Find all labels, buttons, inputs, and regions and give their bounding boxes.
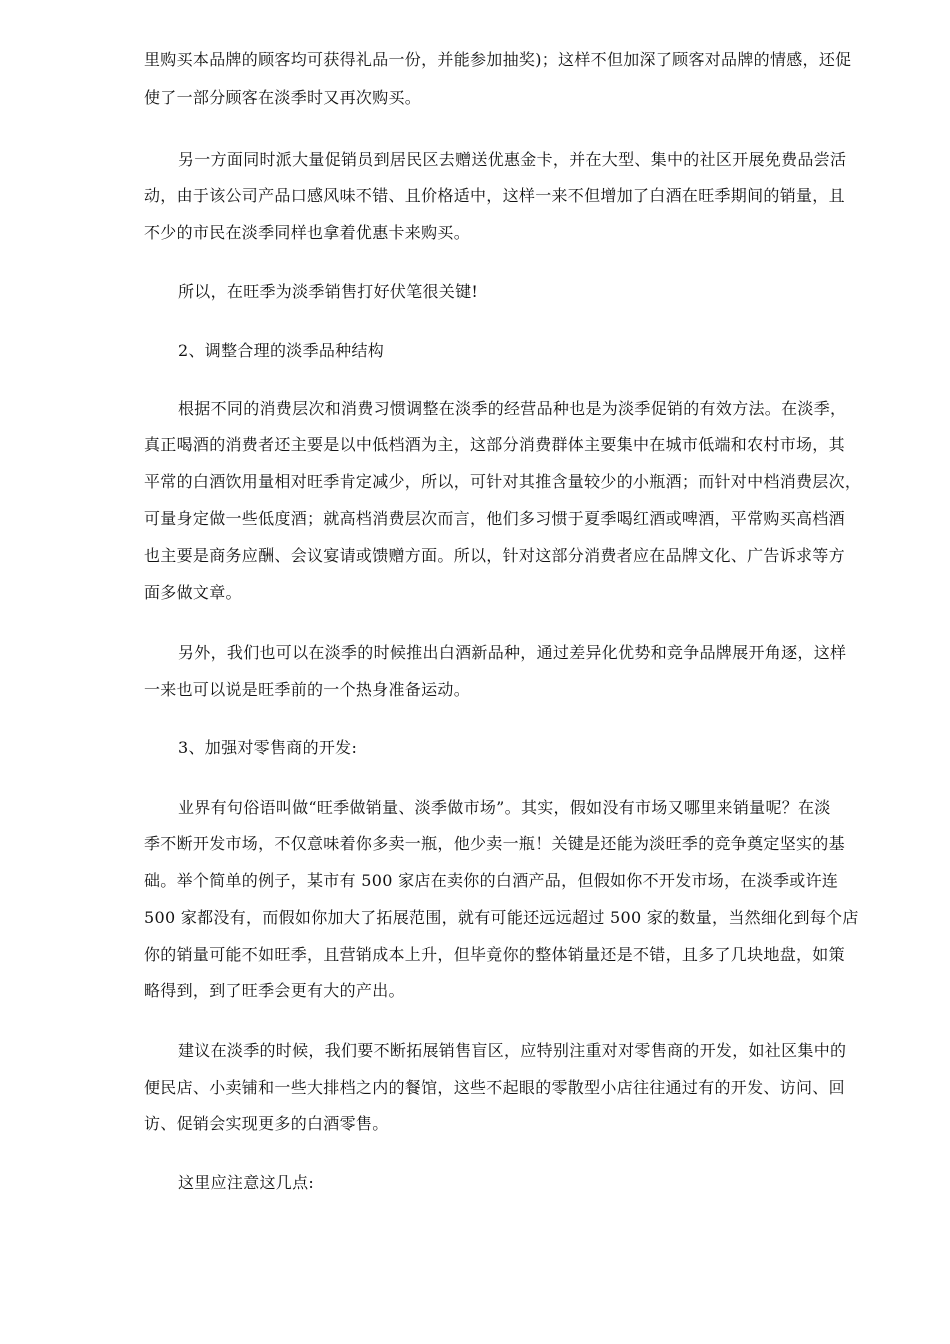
paragraph-line: 不少的市民在淡季同样也拿着优惠卡来购买。 xyxy=(144,223,471,242)
paragraph-line: 所以，在旺季为淡季销售打好伏笔很关键! xyxy=(178,282,479,301)
paragraph-line: 真正喝酒的消费者还主要是以中低档酒为主，这部分消费群体主要集中在城市低端和农村市场，其 xyxy=(144,435,845,454)
paragraph-line: 另一方面同时派大量促销员到居民区去赠送优惠金卡，并在大型、集中的社区开展免费品尝活 xyxy=(178,150,847,169)
paragraph-line: 访、促销会实现更多的白酒零售。 xyxy=(144,1114,389,1133)
paragraph-line: 建议在淡季的时候，我们要不断拓展销售盲区，应特别注重对对零售商的开发，如社区集中的 xyxy=(178,1041,847,1060)
paragraph-line: 你的销量可能不如旺季，且营销成本上升，但毕竟你的整体销量还是不错，且多了几块地盘，如策 xyxy=(144,945,845,964)
paragraph-line: 面多做文章。 xyxy=(144,583,242,602)
paragraph-line: 另外，我们也可以在淡季的时候推出白酒新品种，通过差异化优势和竞争品牌展开角逐，这样 xyxy=(178,643,847,662)
paragraph-line: 平常的白酒饮用量相对旺季肯定减少，所以，可针对其推含量较少的小瓶酒；而针对中档消费层次， xyxy=(144,472,862,491)
paragraph-line: 业界有句俗语叫做“旺季做销量、淡季做市场”。其实，假如没有市场又哪里来销量呢？在淡 xyxy=(178,798,831,817)
paragraph-line: 使了一部分顾客在淡季时又再次购买。 xyxy=(144,88,422,107)
paragraph-line: 根据不同的消费层次和消费习惯调整在淡季的经营品种也是为淡季促销的有效方法。在淡季， xyxy=(178,399,847,418)
paragraph-line: 这里应注意这几点: xyxy=(178,1173,315,1192)
paragraph-line: 略得到，到了旺季会更有大的产出。 xyxy=(144,981,405,1000)
paragraph-line: 里购买本品牌的顾客均可获得礼品一份，并能参加抽奖)；这样不但加深了顾客对品牌的情感，还促 xyxy=(144,50,852,69)
paragraph-line: 一来也可以说是旺季前的一个热身准备运动。 xyxy=(144,680,471,699)
paragraph-line: 可量身定做一些低度酒；就高档消费层次而言，他们多习惯于夏季喝红酒或啤酒，平常购买高档酒 xyxy=(144,509,845,528)
paragraph-line: 动，由于该公司产品口感风味不错、且价格适中，这样一来不但增加了白酒在旺季期间的销量，且 xyxy=(144,186,845,205)
paragraph-line: 季不断开发市场，不仅意味着你多卖一瓶，他少卖一瓶！关键是还能为淡旺季的竞争奠定坚实的基 xyxy=(144,834,845,853)
section-heading: 3、加强对零售商的开发: xyxy=(178,738,358,757)
paragraph-line: 便民店、小卖铺和一些大排档之内的餐馆，这些不起眼的零散型小店往往通过有的开发、访问、回 xyxy=(144,1078,845,1097)
section-heading: 2、调整合理的淡季品种结构 xyxy=(178,341,385,360)
paragraph-line: 500 家都没有，而假如你加大了拓展范围，就有可能还远远超过 500 家的数量，当然细化到每个店 xyxy=(144,908,859,927)
paragraph-line: 础。举个简单的例子，某市有 500 家店在卖你的白酒产品，但假如你不开发市场，在淡季或许连 xyxy=(144,871,839,890)
paragraph-line: 也主要是商务应酬、会议宴请或馈赠方面。所以，针对这部分消费者应在品牌文化、广告诉求等方 xyxy=(144,546,845,565)
